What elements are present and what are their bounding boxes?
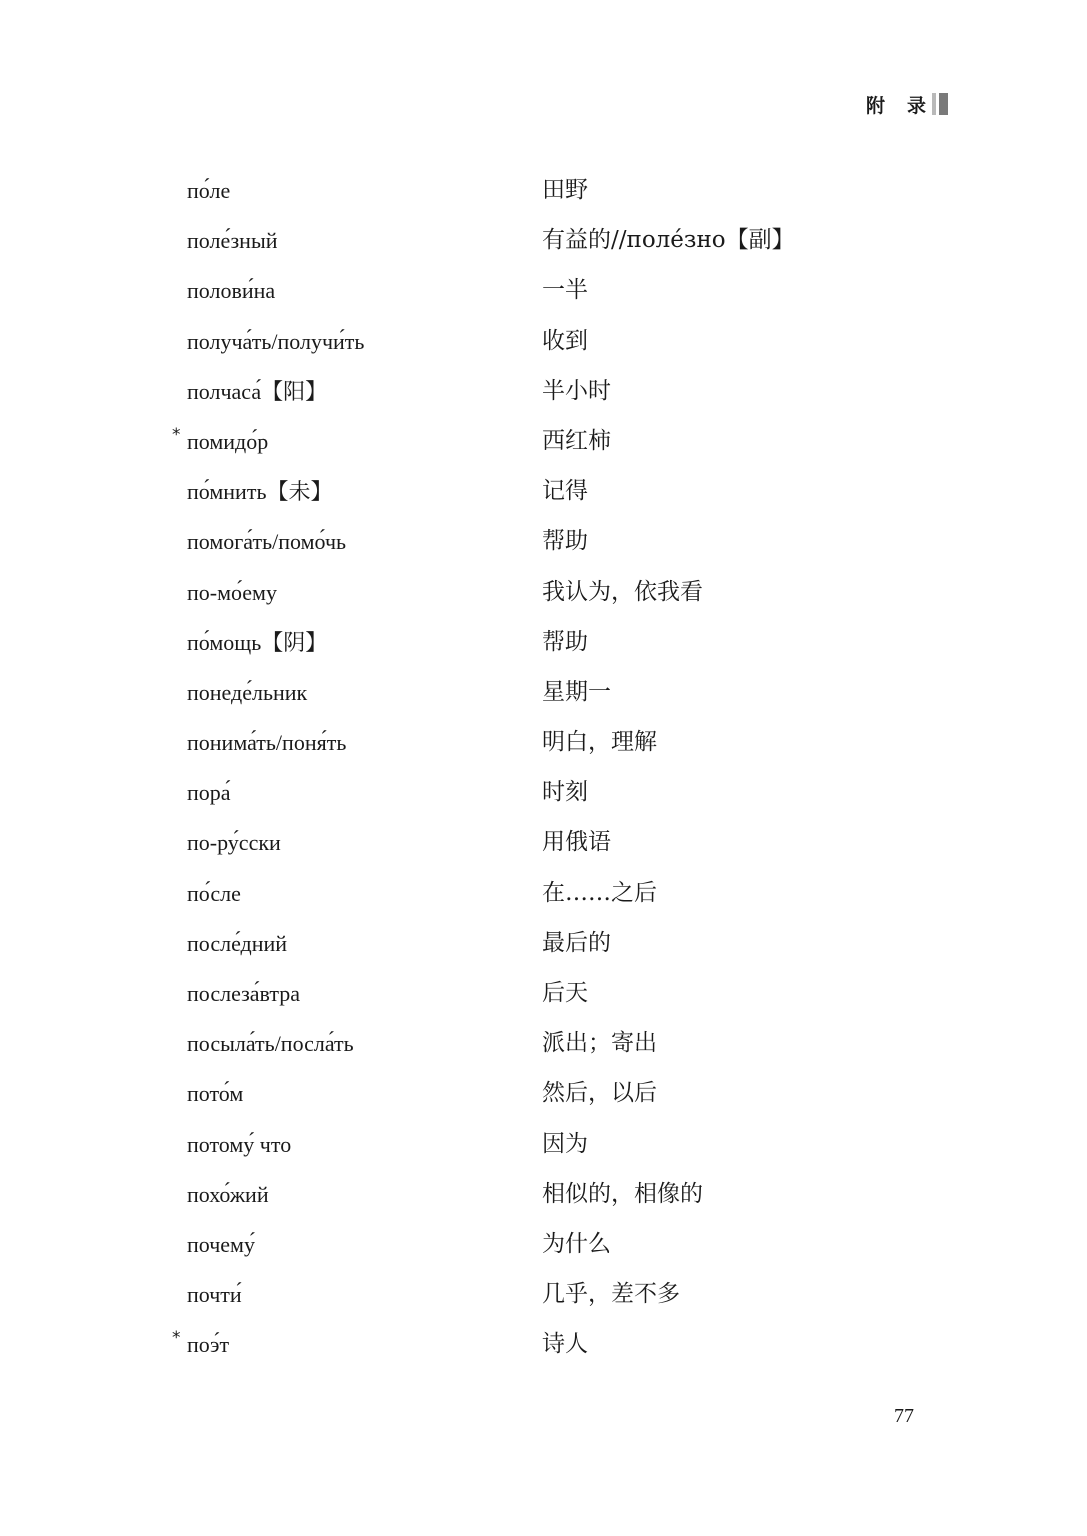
- vocabulary-entry: [0, 1120, 1087, 1170]
- entry-chinese-meaning: 星期一: [542, 678, 611, 705]
- entry-russian-word: понима́ть/поня́ть: [187, 730, 347, 756]
- entry-chinese-meaning: 然后，以后: [542, 1080, 657, 1107]
- entry-russian-word: помидо́р: [187, 428, 269, 454]
- entry-russian-word: посыла́ть/посла́ть: [187, 1031, 354, 1057]
- entry-russian-word: понеде́льник: [187, 679, 308, 705]
- vocabulary-entry: [0, 367, 1087, 417]
- entry-russian-word: поэ́т: [187, 1332, 230, 1358]
- vocabulary-entry: [0, 668, 1087, 718]
- entry-chinese-meaning: 半小时: [542, 377, 611, 404]
- entry-russian-word: полови́на: [187, 278, 276, 304]
- entry-chinese-meaning: 派出；寄出: [542, 1030, 657, 1057]
- vocabulary-entry: [0, 1170, 1087, 1220]
- header-decor-bar-thin: [932, 93, 936, 115]
- vocabulary-entry: [0, 216, 1087, 266]
- entry-russian-word: получа́ть/получи́ть: [187, 328, 365, 354]
- entry-chinese-meaning: 为什么: [542, 1230, 611, 1257]
- entry-russian-word: пора́: [187, 780, 231, 806]
- header-title-char-1: 附: [866, 94, 886, 117]
- running-header: [866, 90, 948, 118]
- vocabulary-entry: [0, 1069, 1087, 1119]
- entry-chinese-meaning: 在……之后: [542, 879, 657, 906]
- vocabulary-entry: [0, 166, 1087, 216]
- entry-russian-word: пото́м: [187, 1081, 244, 1107]
- vocabulary-entry: [0, 266, 1087, 316]
- entry-chinese-meaning: 用俄语: [542, 829, 611, 856]
- entry-chinese-meaning: 最后的: [542, 929, 611, 956]
- entry-russian-word: почему́: [187, 1231, 255, 1257]
- entry-russian-word: полчаса́【阳】: [187, 378, 328, 404]
- entry-chinese-meaning: 几乎，差不多: [542, 1281, 680, 1308]
- vocabulary-entry: [0, 919, 1087, 969]
- entry-chinese-meaning: 西红柿: [542, 427, 611, 454]
- entry-russian-word: по́мнить【未】: [187, 479, 333, 505]
- vocabulary-entry: [0, 718, 1087, 768]
- entry-russian-word: послеза́втра: [187, 981, 301, 1006]
- vocabulary-list: [0, 166, 1087, 1371]
- vocabulary-entry: [0, 768, 1087, 818]
- vocabulary-entry: [0, 618, 1087, 668]
- header-decor-bar-thick: [939, 93, 948, 115]
- vocabulary-entry: [0, 1270, 1087, 1320]
- vocabulary-entry: [0, 869, 1087, 919]
- entry-star-marker: *: [172, 424, 181, 445]
- entry-russian-word: по-ру́сски: [187, 830, 281, 856]
- vocabulary-entry: [0, 517, 1087, 567]
- vocabulary-entry: [0, 417, 1087, 467]
- entry-chinese-meaning: 有益的//поле́зно【副】: [542, 227, 795, 254]
- vocabulary-entry: [0, 1019, 1087, 1069]
- header-title-char-2: 录: [907, 94, 927, 117]
- entry-russian-word: по́сле: [187, 880, 241, 906]
- entry-chinese-meaning: 时刻: [542, 779, 588, 806]
- page-number: 77: [894, 1405, 914, 1427]
- entry-chinese-meaning: 帮助: [542, 528, 588, 555]
- entry-russian-word: по́ле: [187, 178, 231, 203]
- entry-chinese-meaning: 收到: [542, 327, 588, 354]
- vocabulary-entry: [0, 1220, 1087, 1270]
- entry-russian-word: после́дний: [187, 930, 288, 956]
- entry-russian-word: помога́ть/помо́чь: [187, 529, 347, 555]
- entry-chinese-meaning: 田野: [542, 177, 588, 203]
- entry-russian-word: почти́: [187, 1282, 242, 1308]
- entry-chinese-meaning: 帮助: [542, 628, 588, 655]
- entry-chinese-meaning: 诗人: [542, 1331, 588, 1358]
- vocabulary-entry: [0, 467, 1087, 517]
- vocabulary-entry: [0, 818, 1087, 868]
- entry-chinese-meaning: 记得: [542, 478, 588, 505]
- entry-russian-word: поле́зный: [187, 228, 278, 254]
- vocabulary-entry: [0, 568, 1087, 618]
- vocabulary-entry: [0, 317, 1087, 367]
- vocabulary-entry: [0, 969, 1087, 1019]
- entry-russian-word: по-мо́ему: [187, 579, 277, 605]
- entry-russian-word: похо́жий: [187, 1181, 269, 1207]
- entry-chinese-meaning: 因为: [542, 1130, 588, 1157]
- entry-chinese-meaning: 我认为，依我看: [542, 578, 703, 605]
- entry-chinese-meaning: 相似的，相像的: [542, 1180, 703, 1207]
- entry-chinese-meaning: 明白，理解: [542, 729, 657, 756]
- entry-russian-word: по́мощь【阴】: [187, 629, 328, 655]
- entry-chinese-meaning: 一半: [542, 277, 588, 304]
- entry-star-marker: *: [172, 1328, 181, 1349]
- entry-russian-word: потому́ что: [187, 1131, 292, 1157]
- entry-chinese-meaning: 后天: [542, 980, 588, 1006]
- vocabulary-entry: [0, 1320, 1087, 1370]
